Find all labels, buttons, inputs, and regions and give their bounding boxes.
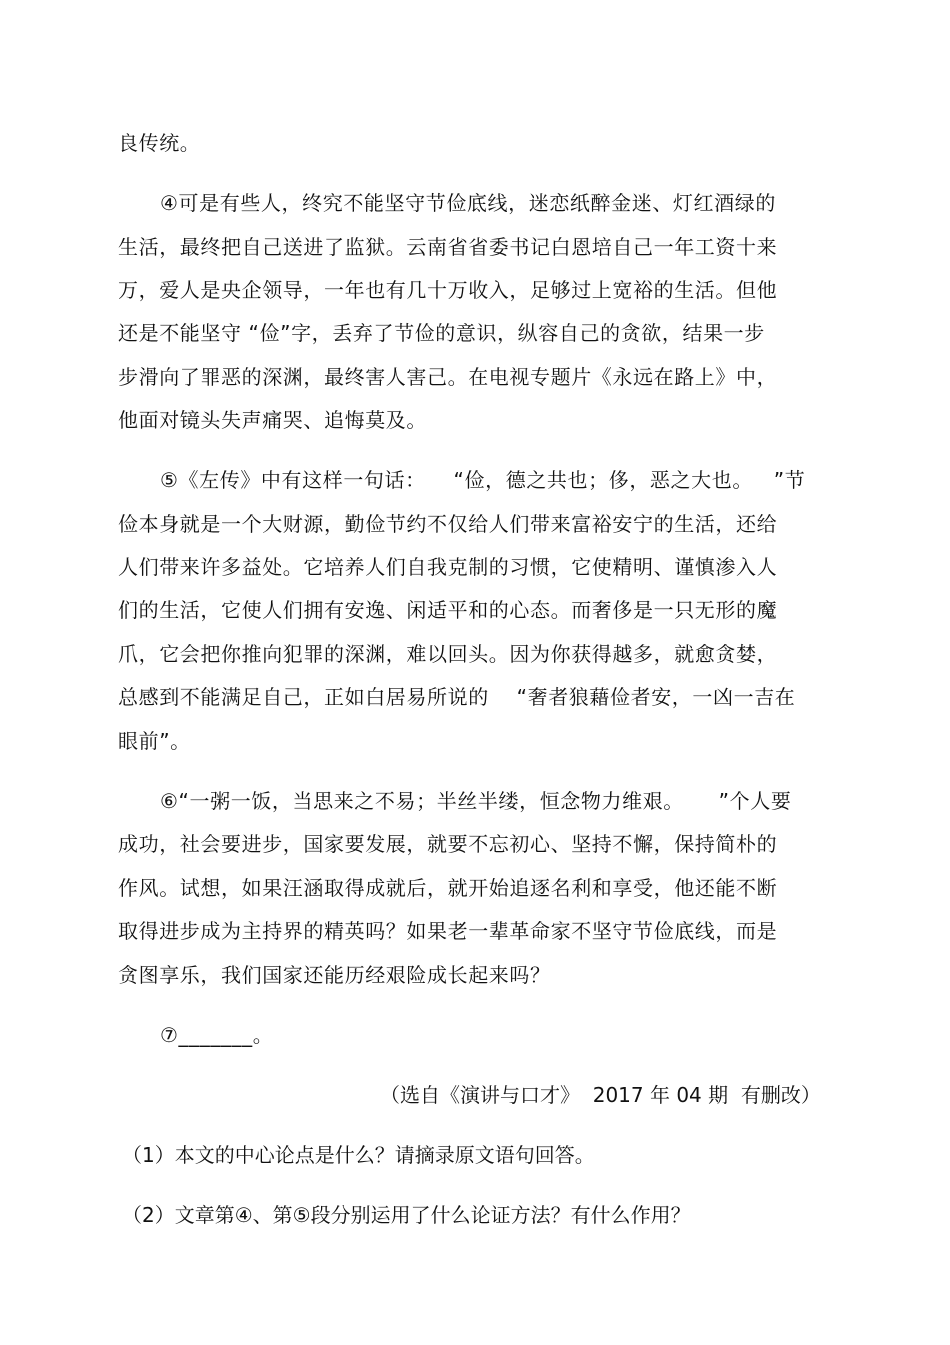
text-line: 成功，社会要进步，国家要发展，就要不忘初心、坚持不懈，保持简朴的 <box>118 832 778 856</box>
text-line: 生活，最终把自己送进了监狱。云南省省委书记白恩培自己一年工资十来 <box>118 235 778 259</box>
text-line: 还是不能坚守 “俭”字，丢弃了节俭的意识，纵容自己的贪欲，结果一步 <box>118 321 765 345</box>
text-line: ⑥“一粥一饭，当思来之不易；半丝半缕，恒念物力维艰。 ”个人要 <box>160 789 792 813</box>
text-line: 眼前”。 <box>118 729 191 753</box>
text-line: 人们带来许多益处。它培养人们自我克制的习惯，它使精明、谨慎渗入人 <box>118 555 778 579</box>
text-line: 作风。试想，如果汪涵取得成就后，就开始追逐名利和享受，他还能不断 <box>118 876 778 900</box>
text-line: 爪，它会把你推向犯罪的深渊，难以回头。因为你获得越多，就愈贪婪， <box>118 642 778 666</box>
text-line: ⑦_______。 <box>160 1023 274 1047</box>
text-line: 万，爱人是央企领导，一年也有几十万收入，足够过上宽裕的生活。但他 <box>118 278 778 302</box>
text-line: 他面对镜头失声痛哭、追悔莫及。 <box>118 408 427 432</box>
question-item: （1）本文的中心论点是什么？请摘录原文语句回答。 <box>122 1143 595 1167</box>
text-line: 良传统。 <box>118 131 201 155</box>
source-citation: （选自《演讲与口才》 2017 年 04 期 有删改） <box>380 1083 821 1107</box>
text-line: ⑤《左传》中有这样一句话： “俭，德之共也；侈，恶之大也。 ”节 <box>160 468 806 492</box>
text-line: 俭本身就是一个大财源，勤俭节约不仅给人们带来富裕安宁的生活，还给 <box>118 512 778 536</box>
text-line: 步滑向了罪恶的深渊，最终害人害己。在电视专题片《永远在路上》中， <box>118 365 778 389</box>
question-item: （2）文章第④、第⑤段分别运用了什么论证方法？有什么作用？ <box>122 1203 691 1227</box>
text-line: 贪图享乐，我们国家还能历经艰险成长起来吗？ <box>118 963 551 987</box>
text-line: ④可是有些人，终究不能坚守节俭底线，迷恋纸醉金迷、灯红酒绿的 <box>160 191 776 215</box>
text-line: 们的生活，它使人们拥有安逸、闲适平和的心态。而奢侈是一只无形的魔 <box>118 598 778 622</box>
text-line: 总感到不能满足自己，正如白居易所说的 “奢者狼藉俭者安，一凶一吉在 <box>118 685 796 709</box>
text-line: 取得进步成为主持界的精英吗？如果老一辈革命家不坚守节俭底线，而是 <box>118 919 778 943</box>
